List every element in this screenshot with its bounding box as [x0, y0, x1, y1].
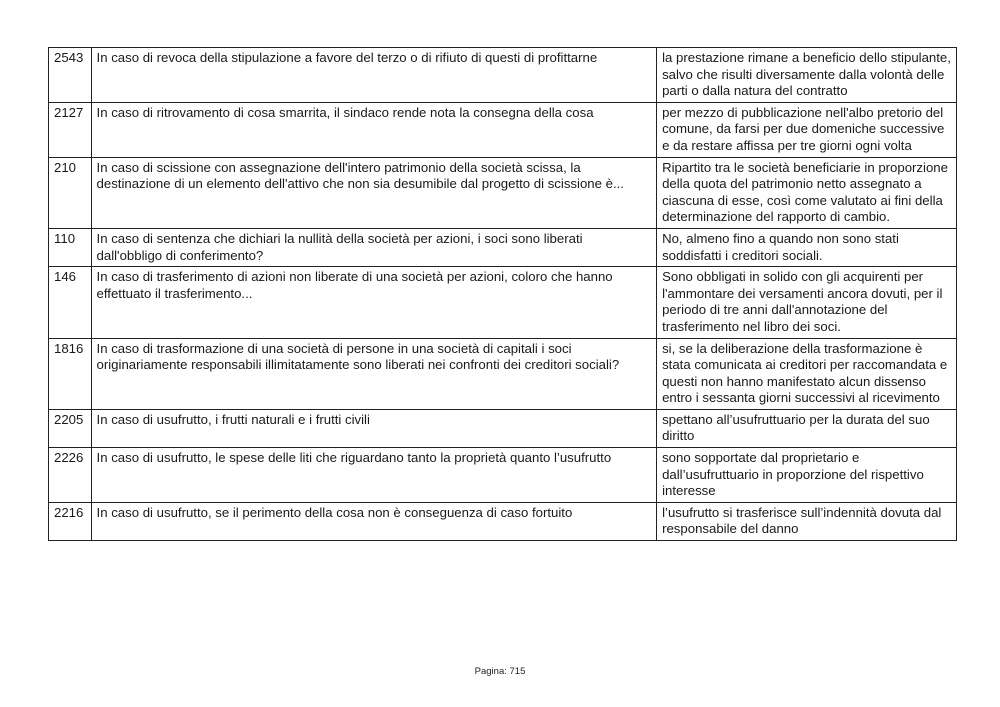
row-id: 2543	[49, 48, 92, 103]
table-row	[49, 338, 957, 409]
table-row	[49, 102, 957, 157]
row-id: 2226	[49, 448, 92, 503]
row-answer: si, se la deliberazione della trasformazione è stata comunicata ai creditori per raccomandata e questi non hanno manifestato alcun dissenso entro i sessanta giorni successivi al ricevimento	[657, 338, 957, 409]
table-body	[49, 48, 957, 541]
row-answer: Ripartito tra le società beneficiarie in proporzione della quota del patrimonio netto assegnato a ciascuna di esse, così come valutato ai fini della determinazione del rapporto di cambio.	[657, 157, 957, 228]
row-id: 210	[49, 157, 92, 228]
row-id: 146	[49, 267, 92, 338]
row-answer: la prestazione rimane a beneficio dello stipulante, salvo che risulti diversamente dalla volontà delle parti o dalla natura del contratto	[657, 48, 957, 103]
table-row	[49, 502, 957, 540]
row-answer: sono sopportate dal proprietario e dall’usufruttuario in proporzione del rispettivo interesse	[657, 448, 957, 503]
row-id: 2216	[49, 502, 92, 540]
row-answer: spettano all’usufruttuario per la durata del suo diritto	[657, 409, 957, 447]
table-row	[49, 267, 957, 338]
row-answer: Sono obbligati in solido con gli acquirenti per l'ammontare dei versamenti ancora dovuti, per il periodo di tre anni dall'annotazione del trasferimento nel libro dei soci.	[657, 267, 957, 338]
table-row	[49, 48, 957, 103]
row-question: In caso di usufrutto, i frutti naturali e i frutti civili	[91, 409, 657, 447]
row-question: In caso di trasferimento di azioni non liberate di una società per azioni, coloro che hanno effettuato il trasferimento...	[91, 267, 657, 338]
table-row	[49, 409, 957, 447]
row-answer: l’usufrutto si trasferisce sull’indennità dovuta dal responsabile del danno	[657, 502, 957, 540]
row-question: In caso di trasformazione di una società di persone in una società di capitali i soci originariamente responsabili illimitatamente sono liberati nei confronti dei creditori sociali?	[91, 338, 657, 409]
row-question: In caso di usufrutto, le spese delle liti che riguardano tanto la proprietà quanto l’usufrutto	[91, 448, 657, 503]
table-row	[49, 157, 957, 228]
table-row	[49, 448, 957, 503]
row-id: 2127	[49, 102, 92, 157]
table-row	[49, 228, 957, 266]
row-id: 110	[49, 228, 92, 266]
row-question: In caso di sentenza che dichiari la nullità della società per azioni, i soci sono liberati dall'obbligo di conferimento?	[91, 228, 657, 266]
row-question: In caso di scissione con assegnazione dell'intero patrimonio della società scissa, la destinazione di un elemento dell'attivo che non sia desumibile dal progetto di scissione è...	[91, 157, 657, 228]
row-id: 1816	[49, 338, 92, 409]
page-number: Pagina: 715	[474, 666, 526, 677]
row-id: 2205	[49, 409, 92, 447]
quiz-table	[48, 47, 957, 541]
row-answer: per mezzo di pubblicazione nell'albo pretorio del comune, da farsi per due domeniche successive e da restare affissa per tre giorni ogni volta	[657, 102, 957, 157]
row-answer: No, almeno fino a quando non sono stati soddisfatti i creditori sociali.	[657, 228, 957, 266]
row-question: In caso di ritrovamento di cosa smarrita, il sindaco rende nota la consegna della cosa	[91, 102, 657, 157]
row-question: In caso di revoca della stipulazione a favore del terzo o di rifiuto di questi di profittarne	[91, 48, 657, 103]
row-question: In caso di usufrutto, se il perimento della cosa non è conseguenza di caso fortuito	[91, 502, 657, 540]
